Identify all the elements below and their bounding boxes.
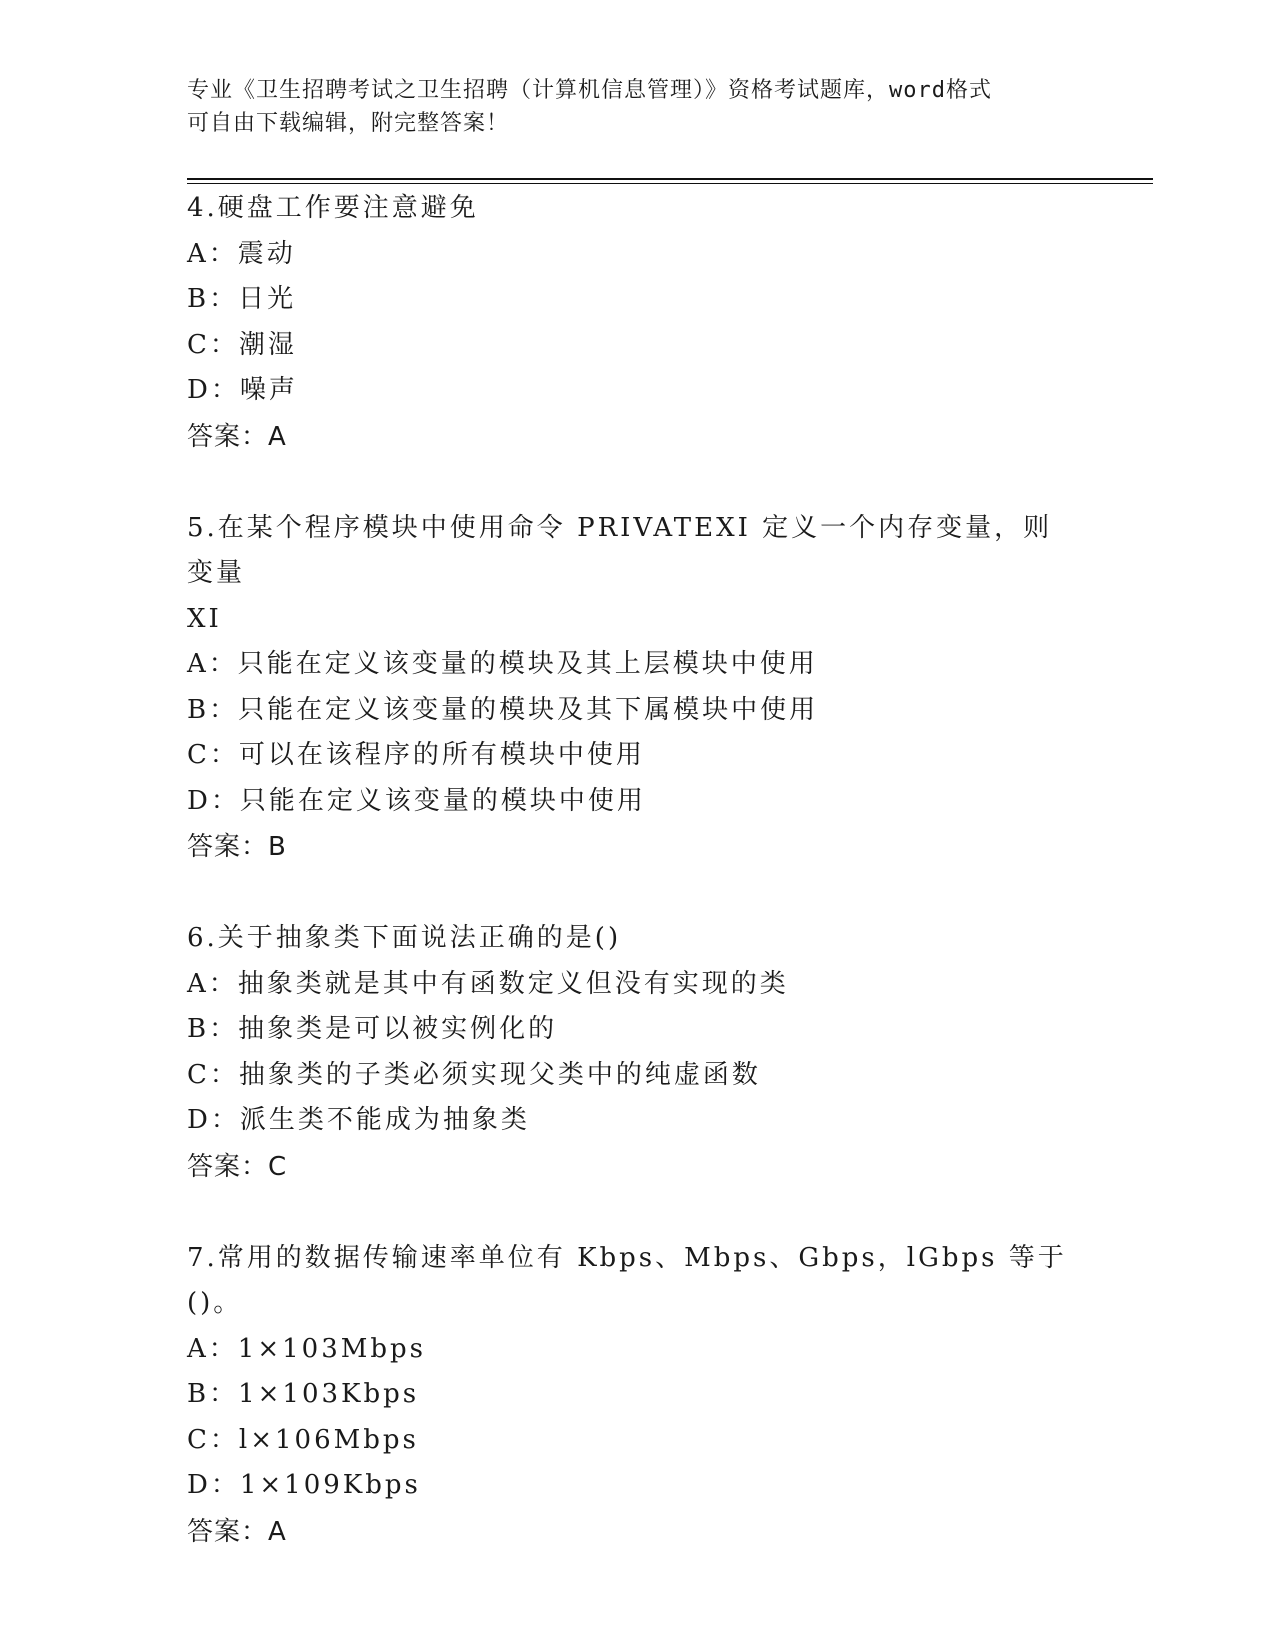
option-b: B：日光 (187, 284, 297, 314)
question-stem-continued: XI (187, 603, 222, 634)
option-b: B：抽象类是可以被实例化的 (187, 1014, 558, 1044)
question-stem: 6.关于抽象类下面说法正确的是() (187, 923, 622, 953)
option-c: C：可以在该程序的所有模块中使用 (187, 740, 645, 770)
question-7 (187, 1236, 1067, 1555)
option-c: C：抽象类的子类必须实现父类中的纯虚函数 (187, 1059, 761, 1090)
answer-line: 答案：B (187, 832, 287, 862)
option-b: B：1×103Kbps (187, 1379, 420, 1409)
option-c: C：l×106Mbps (187, 1424, 419, 1455)
option-d: D：1×109Kbps (187, 1470, 421, 1500)
option-d: D：噪声 (187, 375, 298, 405)
question-6 (187, 916, 1067, 1190)
question-list (187, 186, 1067, 1601)
option-a: A：震动 (187, 238, 296, 269)
option-a: A：只能在定义该变量的模块及其上层模块中使用 (187, 649, 818, 679)
option-d: D：只能在定义该变量的模块中使用 (187, 785, 646, 816)
header-line-2: 可自由下载编辑，附完整答案！ (187, 111, 510, 136)
option-d: D：派生类不能成为抽象类 (187, 1105, 530, 1135)
question-4 (187, 186, 1067, 460)
question-5 (187, 506, 1067, 871)
option-b: B：只能在定义该变量的模块及其下属模块中使用 (187, 694, 819, 725)
answer-line: 答案：A (187, 1516, 287, 1547)
question-stem: 5.在某个程序模块中使用命令 PRIVATEXI 定义一个内存变量，则变量 (187, 512, 1053, 588)
question-stem: 4.硬盘工作要注意避免 (187, 193, 479, 223)
option-c: C：潮湿 (187, 329, 297, 360)
option-a: A：抽象类就是其中有函数定义但没有实现的类 (187, 968, 789, 999)
header-divider-thick (187, 178, 1153, 180)
header-line-1: 专业《卫生招聘考试之卫生招聘（计算机信息管理）》资格考试题库，word格式 (187, 78, 992, 103)
answer-line: 答案：A (187, 421, 287, 452)
question-stem: 7.常用的数据传输速率单位有 Kbps、Mbps、Gbps，lGbps 等于()。 (187, 1242, 1067, 1318)
answer-line: 答案：C (187, 1151, 288, 1182)
option-a: A：1×103Mbps (187, 1333, 426, 1364)
document-header (187, 74, 1087, 140)
header-divider-thin (187, 183, 1153, 184)
